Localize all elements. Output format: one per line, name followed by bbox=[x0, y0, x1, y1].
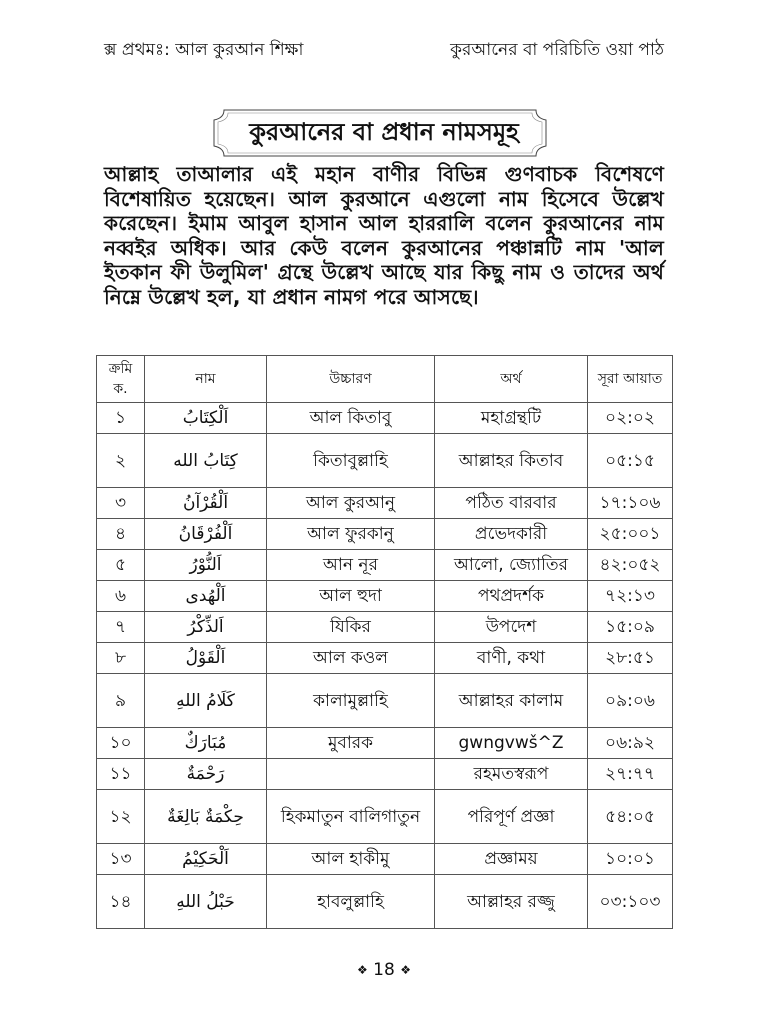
cell-serial: ১২ bbox=[97, 790, 145, 844]
cell-serial: ১৪ bbox=[97, 875, 145, 929]
header-right: কুরআনের বা পরিচিতি ওয়া পাঠ bbox=[450, 40, 664, 60]
table-header-row bbox=[97, 356, 673, 403]
cell-reference: ২৭:৭৭ bbox=[588, 759, 673, 790]
cell-reference: ২৮:৫১ bbox=[588, 643, 673, 674]
cell-meaning: মহাগ্রন্থটি bbox=[435, 403, 588, 434]
cell-pronunciation: আল হুদা bbox=[267, 581, 435, 612]
intro-paragraph: আল্লাহ তাআলার এই মহান বাণীর বিভিন্ন গুণবাচক বিশেষণে বিশেষায়িত হয়েছেন। আল কুরআনে এগুলো নাম হিসেবে উল্লেখ করেছেন। ইমাম আবুল হাসান আল হাররালি বলেন কুরআনের নাম নব্বইর অধিক। আর কেউ বলেন কুরআনের পঞ্চান্নটি নাম 'আল ইতকান ফী উলুমিল' গ্রন্থে উল্লেখ আছে যার কিছু নাম ও তাদের অর্থ নিম্নে উল্লেখ হল, যা প্রধান নামগ পরে আসছে। bbox=[104, 162, 664, 309]
cell-arabic-name: رَحْمَةٌ bbox=[145, 759, 267, 790]
cell-serial: ১ bbox=[97, 403, 145, 434]
cell-reference: ০৯:০৬ bbox=[588, 674, 673, 728]
cell-reference: ৫৪:০৫ bbox=[588, 790, 673, 844]
cell-pronunciation: কালামুল্লাহি bbox=[267, 674, 435, 728]
names-table bbox=[96, 355, 673, 929]
table-row bbox=[97, 875, 673, 929]
page-title: কুরআনের বা প্রধান নামসমূহ bbox=[249, 118, 519, 146]
cell-pronunciation: আন নূর bbox=[267, 550, 435, 581]
cell-arabic-name: حِكْمَةٌ بَالِغَةٌ bbox=[145, 790, 267, 844]
cell-reference: ৭২:১৩ bbox=[588, 581, 673, 612]
cell-reference: ১৭:১০৬ bbox=[588, 488, 673, 519]
header-left: ক্স প্রথমঃ: আল কুরআন শিক্ষা bbox=[104, 40, 304, 60]
header-name: নাম bbox=[145, 356, 267, 403]
cell-meaning: পরিপূর্ণ প্রজ্ঞা bbox=[435, 790, 588, 844]
cell-serial: ১৩ bbox=[97, 844, 145, 875]
header-reference: সূরা আয়াত bbox=[588, 356, 673, 403]
cell-meaning: বাণী, কথা bbox=[435, 643, 588, 674]
cell-pronunciation: কিতাবুল্লাহি bbox=[267, 434, 435, 488]
page-footer bbox=[0, 960, 768, 980]
cell-pronunciation: হিকমাতুন বালিগাতুন bbox=[267, 790, 435, 844]
cell-arabic-name: مُبَارَكٌ bbox=[145, 728, 267, 759]
table-row bbox=[97, 643, 673, 674]
cell-meaning: রহমতস্বরূপ bbox=[435, 759, 588, 790]
table-row bbox=[97, 844, 673, 875]
cell-pronunciation: মুবারক bbox=[267, 728, 435, 759]
cell-serial: ৪ bbox=[97, 519, 145, 550]
cell-serial: ৮ bbox=[97, 643, 145, 674]
table-row bbox=[97, 519, 673, 550]
table-row bbox=[97, 612, 673, 643]
cell-serial: ৯ bbox=[97, 674, 145, 728]
cell-reference: ০৫:১৫ bbox=[588, 434, 673, 488]
page-number: 18 bbox=[373, 960, 395, 980]
cell-pronunciation: যিকির bbox=[267, 612, 435, 643]
cell-arabic-name: اَلنُّوْرُ bbox=[145, 550, 267, 581]
cell-reference: ১৫:০৯ bbox=[588, 612, 673, 643]
cell-arabic-name: كِتَابُ الله bbox=[145, 434, 267, 488]
header-meaning: অর্থ bbox=[435, 356, 588, 403]
cell-serial: ২ bbox=[97, 434, 145, 488]
header-pronunciation: উচ্চারণ bbox=[267, 356, 435, 403]
ornament-left-icon: ❖ bbox=[357, 963, 368, 977]
cell-arabic-name: اَلْقَوْلُ bbox=[145, 643, 267, 674]
cell-meaning: আল্লাহর রজ্জু bbox=[435, 875, 588, 929]
cell-arabic-name: اَلْهُدى bbox=[145, 581, 267, 612]
table-row bbox=[97, 790, 673, 844]
table-row bbox=[97, 488, 673, 519]
table-row bbox=[97, 403, 673, 434]
table-row bbox=[97, 434, 673, 488]
cell-meaning: gwngvwš^Z bbox=[435, 728, 588, 759]
table-row bbox=[97, 674, 673, 728]
cell-reference: ১০:০১ bbox=[588, 844, 673, 875]
cell-pronunciation: আল হাকীমু bbox=[267, 844, 435, 875]
cell-pronunciation bbox=[267, 759, 435, 790]
cell-serial: ৫ bbox=[97, 550, 145, 581]
cell-pronunciation: আল কওল bbox=[267, 643, 435, 674]
cell-arabic-name: اَلْقُرْآنُ bbox=[145, 488, 267, 519]
cell-pronunciation: আল কিতাবু bbox=[267, 403, 435, 434]
ornament-right-icon: ❖ bbox=[400, 963, 411, 977]
cell-meaning: প্রভেদকারী bbox=[435, 519, 588, 550]
cell-pronunciation: আল ফুরকানু bbox=[267, 519, 435, 550]
table-row bbox=[97, 728, 673, 759]
cell-serial: ৩ bbox=[97, 488, 145, 519]
cell-arabic-name: اَلذِّكْرُ bbox=[145, 612, 267, 643]
cell-arabic-name: حَبْلُ اللهِ bbox=[145, 875, 267, 929]
cell-pronunciation: হাবলুল্লাহি bbox=[267, 875, 435, 929]
cell-pronunciation: আল কুরআনু bbox=[267, 488, 435, 519]
cell-reference: ০৬:৯২ bbox=[588, 728, 673, 759]
cell-reference: ০৩:১০৩ bbox=[588, 875, 673, 929]
table-row bbox=[97, 581, 673, 612]
cell-arabic-name: اَلْكِتَابُ bbox=[145, 403, 267, 434]
cell-reference: ৪২:০৫২ bbox=[588, 550, 673, 581]
cell-reference: ২৫:০০১ bbox=[588, 519, 673, 550]
header-serial: ক্রমি ক. bbox=[97, 356, 145, 403]
cell-serial: ৬ bbox=[97, 581, 145, 612]
table-row bbox=[97, 550, 673, 581]
cell-meaning: পথপ্রদর্শক bbox=[435, 581, 588, 612]
cell-meaning: আলো, জ্যোতির bbox=[435, 550, 588, 581]
cell-meaning: উপদেশ bbox=[435, 612, 588, 643]
cell-reference: ০২:০২ bbox=[588, 403, 673, 434]
cell-serial: ১০ bbox=[97, 728, 145, 759]
cell-serial: ১১ bbox=[97, 759, 145, 790]
cell-arabic-name: اَلْفُرْقَانُ bbox=[145, 519, 267, 550]
cell-arabic-name: كَلَامُ اللهِ bbox=[145, 674, 267, 728]
cell-meaning: প্রজ্ঞাময় bbox=[435, 844, 588, 875]
cell-meaning: আল্লাহর কালাম bbox=[435, 674, 588, 728]
cell-serial: ৭ bbox=[97, 612, 145, 643]
cell-arabic-name: اَلْحَكِيْمُ bbox=[145, 844, 267, 875]
cell-meaning: পঠিত বারবার bbox=[435, 488, 588, 519]
table-row bbox=[97, 759, 673, 790]
cell-meaning: আল্লাহর কিতাব bbox=[435, 434, 588, 488]
